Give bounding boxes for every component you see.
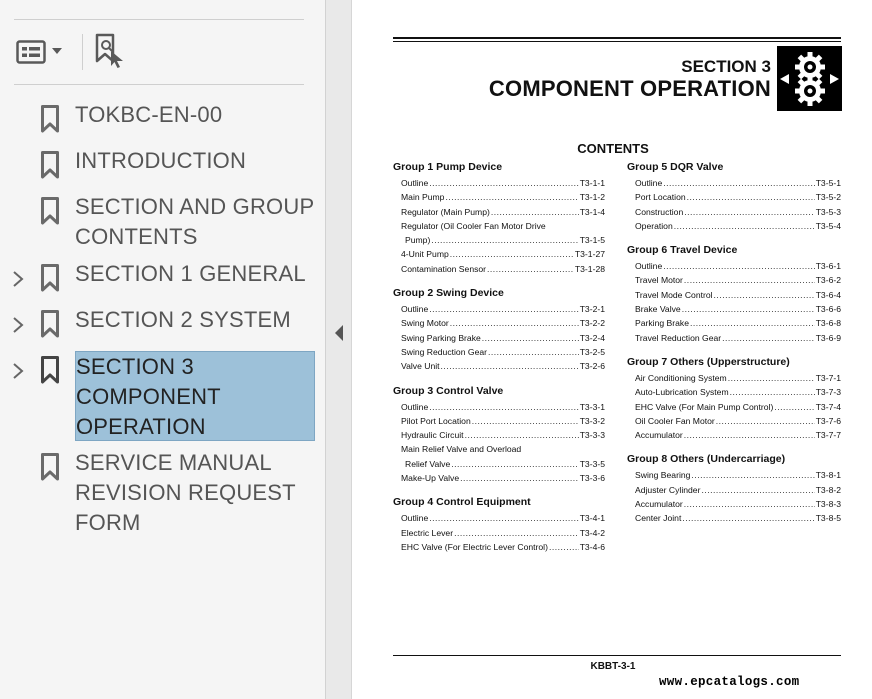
dot-leader (451, 457, 578, 471)
entry-page: T3-2-4 (579, 332, 605, 343)
contents-group (627, 160, 841, 233)
dot-leader (691, 468, 814, 482)
entry-page: T3-5-3 (815, 206, 841, 217)
contents-group (627, 452, 841, 525)
panel-splitter[interactable] (326, 0, 352, 699)
entry-page: T3-6-4 (815, 289, 841, 300)
bookmark-item[interactable] (0, 351, 326, 441)
entry-title: Make-Up Valve (401, 473, 460, 484)
entry-page: T3-1-4 (579, 206, 605, 217)
entry-page: T3-6-1 (815, 261, 841, 272)
contents-entry[interactable] (393, 400, 605, 414)
entry-title: Center Joint (635, 513, 682, 524)
entry-title: Accumulator (635, 499, 683, 510)
bookmark-icon (40, 197, 60, 225)
entry-page: T3-2-2 (579, 318, 605, 329)
document-page (353, 0, 872, 699)
contents-entry[interactable] (627, 385, 841, 399)
entry-page: T3-4-6 (579, 541, 605, 552)
contents-entry[interactable] (393, 345, 605, 359)
entry-title: Outline (401, 401, 429, 412)
entry-page: T3-3-6 (579, 473, 605, 484)
section-title: COMPONENT OPERATION (488, 76, 771, 101)
contents-entry[interactable] (627, 259, 841, 273)
contents-entry[interactable] (393, 233, 605, 247)
section-label: SECTION 3 (681, 57, 771, 76)
entry-title: Main Pump (401, 192, 445, 203)
entry-title: Swing Parking Brake (401, 332, 481, 343)
bookmark-label: SECTION 1 GENERAL (75, 261, 306, 286)
entry-title: Travel Reduction Gear (635, 332, 722, 343)
dot-leader (445, 190, 578, 204)
bookmarks-panel (0, 0, 326, 699)
dot-leader (682, 511, 814, 525)
list-options-icon (16, 40, 46, 64)
contents-entry[interactable] (627, 316, 841, 330)
dot-leader (701, 483, 814, 497)
group-title: Group 5 DQR Valve (627, 161, 724, 173)
entry-page: T3-8-2 (815, 484, 841, 495)
dot-leader (549, 540, 579, 554)
contents-entry[interactable] (627, 302, 841, 316)
contents-entry[interactable] (393, 316, 605, 330)
contents-entry[interactable] (627, 371, 841, 385)
entry-page: T3-1-5 (579, 235, 605, 246)
bookmark-label: SECTION 3 COMPONENT OPERATION (75, 351, 315, 441)
entry-title: Auto-Lubrication System (635, 387, 729, 398)
entry-page: T3-3-1 (579, 401, 605, 412)
dot-leader (714, 288, 815, 302)
entry-page: T3-6-8 (815, 318, 841, 329)
chevron-right-icon[interactable] (11, 271, 25, 287)
contents-entry[interactable] (393, 331, 605, 345)
entry-title-continued: Pump) (405, 235, 431, 246)
contents-entry[interactable] (393, 414, 605, 428)
entry-title: Valve Unit (401, 361, 440, 372)
contents-entry[interactable] (393, 302, 605, 316)
entry-page: T3-7-7 (815, 430, 841, 441)
contents-entry[interactable] (627, 428, 841, 442)
entry-page: T3-2-6 (579, 361, 605, 372)
entry-page: T3-5-4 (815, 220, 841, 231)
entry-title-continued: Relief Valve (405, 458, 451, 469)
entry-title: Adjuster Cylinder (635, 484, 701, 495)
dot-leader (454, 526, 579, 540)
contents-entry[interactable] (393, 442, 605, 456)
contents-entry[interactable] (627, 511, 841, 525)
dot-leader (663, 176, 814, 190)
bookmark-icon (40, 453, 60, 481)
contents-entry[interactable] (627, 468, 841, 482)
group-title: Group 7 Others (Upperstructure) (627, 355, 790, 368)
bookmark-label: SECTION AND GROUP CONTENTS (75, 194, 314, 249)
entry-page: T3-5-2 (815, 192, 841, 203)
entry-title: Electric Lever (401, 527, 454, 538)
contents-heading: CONTENTS (577, 141, 649, 156)
bookmark-icon (40, 151, 60, 179)
contents-entry[interactable] (393, 359, 605, 373)
entry-page: T3-4-1 (579, 513, 605, 524)
toolbar-separator (82, 34, 83, 70)
contents-entry[interactable] (627, 414, 841, 428)
panel-top-divider (14, 19, 304, 20)
entry-title: Swing Reduction Gear (401, 346, 487, 357)
contents-entry[interactable] (627, 190, 841, 204)
gears-icon (777, 46, 842, 111)
entry-page: T3-1-27 (574, 249, 605, 260)
entry-page: T3-7-3 (815, 387, 841, 398)
group-title: Group 6 Travel Device (627, 244, 738, 257)
contents-entry[interactable] (393, 471, 605, 485)
entry-title: Construction (635, 206, 684, 217)
dot-leader (774, 400, 814, 414)
contents-group (393, 160, 605, 276)
contents-group (393, 384, 605, 486)
entry-page: T3-1-2 (579, 192, 605, 203)
dot-leader (482, 331, 579, 345)
dot-leader (429, 400, 578, 414)
entry-title: Travel Mode Control (635, 289, 713, 300)
options-dropdown-button[interactable] (50, 44, 64, 58)
dot-leader (491, 205, 579, 219)
footer-rule (393, 655, 841, 656)
entry-title: Main Relief Valve and Overload (401, 444, 522, 455)
bookmark-label: INTRODUCTION (75, 148, 247, 173)
entry-page: T3-7-6 (815, 415, 841, 426)
dot-leader (450, 316, 579, 330)
entry-page: T3-4-2 (579, 527, 605, 538)
entry-page: T3-3-5 (579, 458, 605, 469)
dot-leader (465, 428, 579, 442)
entry-title: Swing Motor (401, 318, 449, 329)
contents-group (627, 243, 841, 345)
dot-leader (429, 302, 578, 316)
entry-title: Hydraulic Circuit (401, 430, 464, 441)
entry-page: T3-2-5 (579, 346, 605, 357)
dot-leader (716, 414, 815, 428)
bookmark-item[interactable] (0, 100, 326, 130)
bookmark-item[interactable] (0, 192, 326, 252)
entry-title: Pilot Port Location (401, 415, 471, 426)
bookmark-icon (40, 310, 60, 338)
entry-title: 4-Unit Pump (401, 249, 449, 260)
entry-page: T3-3-3 (579, 430, 605, 441)
entry-title: Regulator (Main Pump) (401, 206, 490, 217)
contents-entry[interactable] (393, 176, 605, 190)
page-code: KBBT-3-1 (590, 661, 636, 672)
entry-title: EHC Valve (For Main Pump Control) (635, 401, 774, 412)
dot-leader (663, 259, 814, 273)
entry-title: Air Conditioning System (635, 372, 727, 383)
entry-page: T3-2-1 (579, 304, 605, 315)
dot-leader (450, 247, 574, 261)
bookmark-icon (40, 105, 60, 133)
dot-leader (722, 331, 815, 345)
contents-entry[interactable] (627, 483, 841, 497)
header-rule-thin (393, 41, 841, 42)
dot-leader (682, 302, 815, 316)
group-title: Group 3 Control Valve (393, 384, 504, 397)
chevron-right-icon[interactable] (11, 363, 25, 379)
contents-entry[interactable] (393, 190, 605, 204)
bookmark-label: SECTION 2 SYSTEM (75, 307, 291, 332)
contents-entry[interactable] (627, 497, 841, 511)
entry-page: T3-8-3 (815, 499, 841, 510)
dot-leader (488, 345, 579, 359)
entry-title: Outline (401, 178, 429, 188)
contents-entry[interactable] (393, 457, 605, 471)
dot-leader (472, 414, 579, 428)
bookmark-label: TOKBC-EN-00 (75, 102, 223, 127)
contents-entry[interactable] (627, 400, 841, 414)
contents-left-column (393, 160, 605, 564)
dot-leader (460, 471, 579, 485)
collapse-panel-icon[interactable] (333, 323, 345, 343)
dot-leader (684, 428, 815, 442)
contents-entry[interactable] (627, 331, 841, 345)
group-title: Group 2 Swing Device (393, 287, 504, 300)
entry-page: T3-6-9 (815, 332, 841, 343)
group-title: Group 4 Control Equipment (393, 496, 531, 509)
watermark: www.epcatalogs.com (659, 675, 800, 689)
contents-entry[interactable] (627, 205, 841, 219)
dot-leader (429, 511, 578, 525)
entry-title: Travel Motor (635, 275, 683, 286)
options-menu-button[interactable] (14, 38, 48, 66)
entry-page: T3-8-5 (815, 513, 841, 524)
entry-page: T3-1-1 (579, 178, 605, 188)
panel-toolbar-divider (14, 84, 304, 85)
contents-entry[interactable] (627, 219, 841, 233)
contents-right-column (627, 160, 841, 536)
gear-emblem (777, 46, 842, 111)
entry-title: Outline (635, 178, 663, 188)
dot-leader (487, 262, 574, 276)
entry-page: T3-7-4 (815, 401, 841, 412)
find-current-bookmark-button[interactable] (92, 33, 126, 69)
contents-group (627, 355, 841, 442)
dot-leader (684, 205, 814, 219)
bookmark-icon (40, 356, 60, 384)
contents-group (393, 495, 605, 554)
entry-page: T3-3-2 (579, 415, 605, 426)
dot-leader (431, 233, 578, 247)
contents-entry[interactable] (393, 262, 605, 276)
dot-leader (441, 359, 579, 373)
entry-page: T3-6-2 (815, 275, 841, 286)
bookmark-item[interactable] (0, 146, 326, 176)
contents-entry[interactable] (393, 511, 605, 525)
entry-title: Oil Cooler Fan Motor (635, 415, 715, 426)
dot-leader (684, 497, 815, 511)
entry-title: Port Location (635, 192, 686, 203)
chevron-right-icon[interactable] (11, 317, 25, 333)
entry-title: Outline (401, 513, 429, 524)
entry-title: Accumulator (635, 430, 683, 441)
entry-title: Operation (635, 220, 673, 231)
contents-entry[interactable] (393, 219, 605, 233)
header-rule (393, 37, 841, 39)
bookmark-item[interactable] (0, 448, 326, 538)
dot-leader (684, 273, 815, 287)
entry-title: Contamination Sensor (401, 263, 487, 274)
contents-entry[interactable] (627, 273, 841, 287)
caret-down-icon (51, 47, 63, 55)
dot-leader (429, 176, 578, 190)
entry-page: T3-8-1 (815, 470, 841, 481)
contents-entry[interactable] (393, 428, 605, 442)
entry-title: Swing Bearing (635, 470, 691, 481)
entry-title: Outline (401, 304, 429, 315)
entry-title: Parking Brake (635, 318, 689, 329)
contents-entry[interactable] (393, 205, 605, 219)
entry-page: T3-5-1 (815, 178, 841, 188)
bookmark-item[interactable] (0, 305, 326, 335)
bookmark-item[interactable] (0, 259, 326, 289)
entry-page: T3-7-1 (815, 372, 841, 383)
entry-page: T3-1-28 (574, 263, 605, 274)
dot-leader (687, 190, 815, 204)
contents-entry[interactable] (627, 288, 841, 302)
contents-entry[interactable] (393, 526, 605, 540)
entry-title: Outline (635, 261, 663, 272)
bookmark-find-icon (93, 33, 125, 69)
contents-entry[interactable] (393, 540, 605, 554)
dot-leader (728, 371, 815, 385)
contents-entry[interactable] (627, 176, 841, 190)
bookmark-label: SERVICE MANUAL REVISION REQUEST FORM (75, 450, 296, 535)
group-title: Group 1 Pump Device (393, 161, 503, 173)
entry-title: Regulator (Oil Cooler Fan Motor Drive (401, 220, 546, 231)
contents-group (393, 286, 605, 373)
entry-page: T3-6-6 (815, 304, 841, 315)
entry-title: EHC Valve (For Electric Lever Control) (401, 541, 548, 552)
contents-entry[interactable] (393, 247, 605, 261)
group-title: Group 8 Others (Undercarriage) (627, 453, 786, 466)
bookmark-icon (40, 264, 60, 292)
dot-leader (690, 316, 815, 330)
entry-title: Brake Valve (635, 304, 681, 315)
dot-leader (674, 219, 815, 233)
dot-leader (730, 385, 815, 399)
